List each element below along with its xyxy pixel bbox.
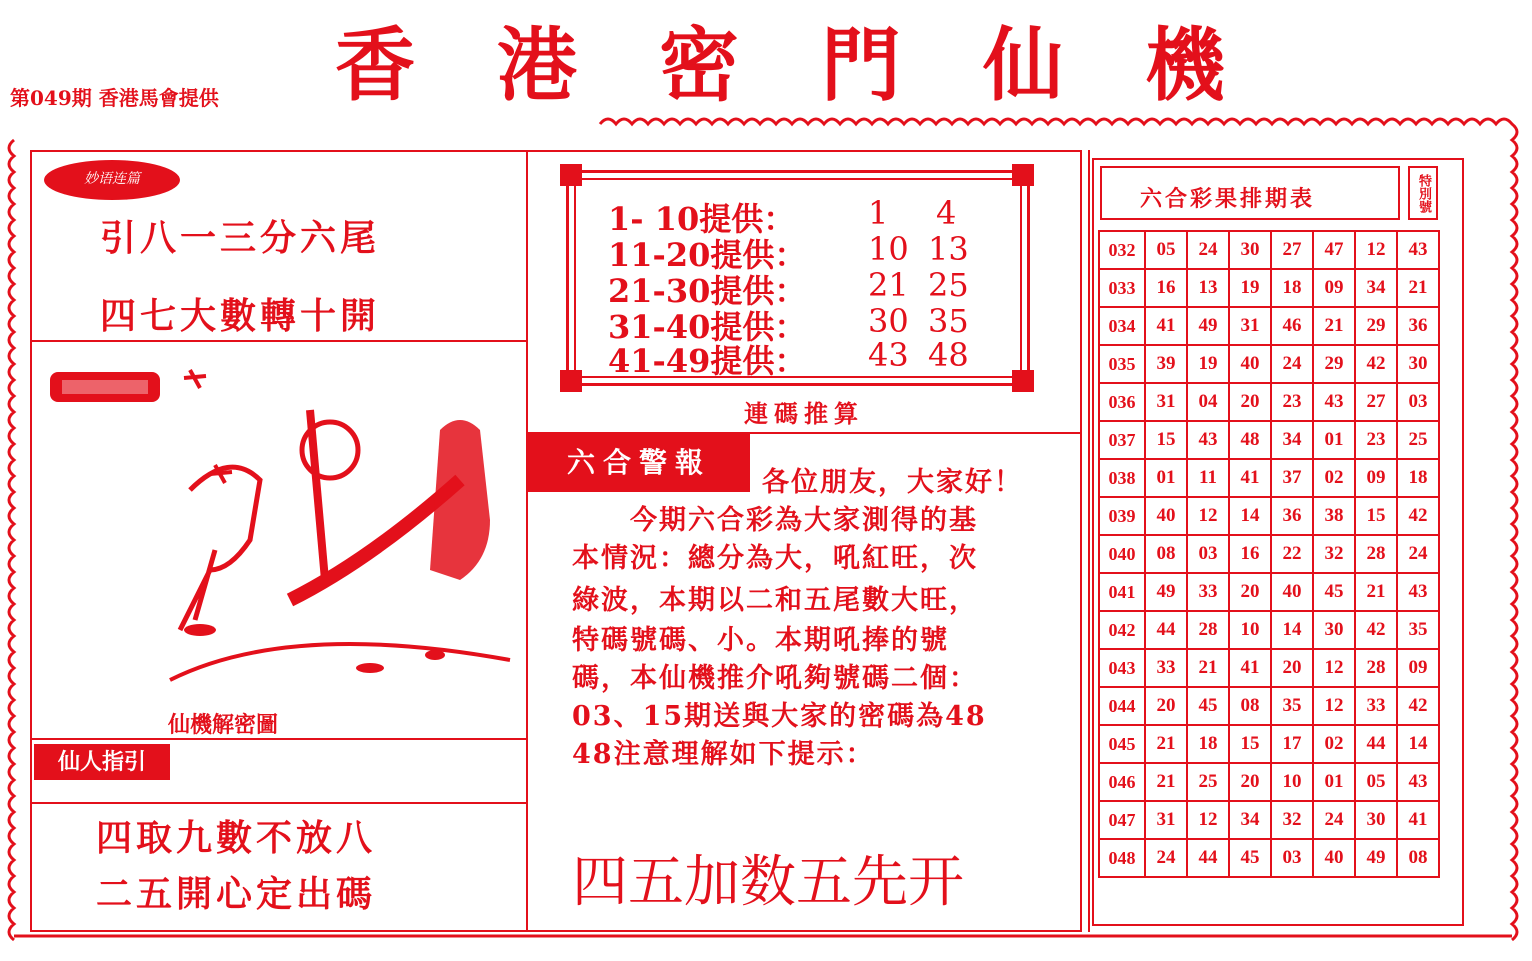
number-cell: 30 [1229,231,1271,269]
stone-icon [184,624,216,636]
number-cell: 10 [1271,763,1313,801]
table-row [1099,535,1439,573]
number-cell: 34 [1271,421,1313,459]
number-cell: 28 [1187,611,1229,649]
number-cell: 40 [1271,573,1313,611]
staff-icon [310,410,325,580]
issue-cell: 036 [1099,383,1145,421]
number-cell: 43 [1313,383,1355,421]
number-cell: 12 [1187,497,1229,535]
number-cell: 02 [1313,725,1355,763]
table-row [1099,421,1439,459]
number-cell: 29 [1313,345,1355,383]
special-header: 特別號 [1408,166,1438,220]
issue-cell: 038 [1099,459,1145,497]
divider [32,802,526,804]
number-cell: 18 [1397,459,1439,497]
number-cell: 23 [1271,383,1313,421]
verse-line: 四七大數轉十開 [100,295,381,337]
number-cell: 16 [1229,535,1271,573]
number-cell: 03 [1187,535,1229,573]
verse-line: 引八一三分六尾 [100,217,381,259]
issue-cell: 039 [1099,497,1145,535]
number-cell: 16 [1145,269,1187,307]
number-cell: 04 [1187,383,1229,421]
provider-number: 4 [936,194,957,232]
provider-number: 43 [868,336,909,374]
number-cell: 08 [1397,839,1439,877]
number-cell: 21 [1145,725,1187,763]
number-cell: 19 [1187,345,1229,383]
number-cell: 21 [1397,269,1439,307]
number-cell: 09 [1313,269,1355,307]
main-title [300,20,1260,110]
table-row [1099,307,1439,345]
number-cell: 44 [1145,611,1187,649]
number-cell: 44 [1355,725,1397,763]
immortal-figure-icon [430,420,490,580]
badge-text: 妙语连篇 [84,171,140,187]
number-cell: 30 [1313,611,1355,649]
number-cell: 36 [1397,307,1439,345]
divider [526,150,528,932]
table-row [1099,725,1439,763]
provider-number: 30 [868,302,909,340]
number-cell: 36 [1271,497,1313,535]
stone-icon [356,663,384,673]
number-cell: 12 [1187,801,1229,839]
number-cell: 40 [1145,497,1187,535]
number-cell: 31 [1229,307,1271,345]
number-cell: 45 [1229,839,1271,877]
number-cell: 31 [1145,383,1187,421]
number-cell: 14 [1271,611,1313,649]
issue-cell: 035 [1099,345,1145,383]
number-cell: 24 [1397,535,1439,573]
number-cell: 41 [1145,307,1187,345]
table-row [1099,839,1439,877]
table-row [1099,611,1439,649]
number-cell: 21 [1145,763,1187,801]
number-cell: 30 [1397,345,1439,383]
deer-icon [180,467,260,630]
greeting: 各位朋友，大家好！ [762,467,1023,498]
hint-text: 四五加数五先开 [572,852,964,914]
number-cell: 39 [1145,345,1187,383]
number-cell: 41 [1397,801,1439,839]
alert-label: 六合警報 [528,434,750,492]
number-cell: 45 [1187,687,1229,725]
results-table [1098,230,1440,878]
number-cell: 33 [1187,573,1229,611]
number-cell: 30 [1355,801,1397,839]
number-cell: 24 [1145,839,1187,877]
title-char: 密 [659,18,739,112]
number-cell: 05 [1145,231,1187,269]
number-cell: 34 [1229,801,1271,839]
corner-icon [560,164,582,186]
number-cell: 18 [1187,725,1229,763]
number-cell: 01 [1313,421,1355,459]
number-cell: 21 [1187,649,1229,687]
number-cell: 20 [1229,573,1271,611]
number-cell: 13 [1187,269,1229,307]
provider-number: 1 [868,194,889,232]
number-cell: 03 [1397,383,1439,421]
number-cell: 08 [1229,687,1271,725]
issue-cell: 045 [1099,725,1145,763]
number-cell: 12 [1313,649,1355,687]
number-cell: 43 [1187,421,1229,459]
table-row [1099,459,1439,497]
number-cell: 35 [1271,687,1313,725]
number-cell: 18 [1271,269,1313,307]
number-cell: 49 [1355,839,1397,877]
number-cell: 24 [1271,345,1313,383]
number-cell: 29 [1355,307,1397,345]
number-cell: 17 [1271,725,1313,763]
number-cell: 20 [1145,687,1187,725]
number-cell: 41 [1229,459,1271,497]
number-cell: 01 [1145,459,1187,497]
number-cell: 34 [1355,269,1397,307]
issue-cell: 044 [1099,687,1145,725]
provider-number: 10 [868,230,909,268]
number-cell: 48 [1229,421,1271,459]
number-cell: 24 [1187,231,1229,269]
issue-number: 第049期 [10,86,92,110]
issue-cell: 042 [1099,611,1145,649]
table-row [1099,269,1439,307]
table-row [1099,801,1439,839]
number-cell: 10 [1229,611,1271,649]
paragraph-line: 綠波，本期以二和五尾數大旺， [572,585,978,616]
divider [32,340,526,342]
number-cell: 28 [1355,649,1397,687]
number-cell: 24 [1313,801,1355,839]
number-cell: 20 [1229,383,1271,421]
paragraph-line: 本情況：總分為大，吼紅旺，次 [572,543,978,574]
dragonfly-icon [184,370,206,388]
picture-caption: 仙機解密圖 [168,712,279,738]
provider-range: 21-30提供： [608,272,807,310]
corner-icon [1012,370,1034,392]
number-cell: 08 [1145,535,1187,573]
issue-cell: 043 [1099,649,1145,687]
number-cell: 19 [1229,269,1271,307]
divider [1088,150,1090,932]
table-row [1099,383,1439,421]
number-cell: 09 [1355,459,1397,497]
number-cell: 35 [1397,611,1439,649]
table-title: 六合彩果排期表 [1140,186,1316,212]
number-cell: 41 [1229,649,1271,687]
provider-number: 25 [928,266,969,304]
provider-number: 21 [868,266,909,304]
provider-range: 41-49提供： [608,342,807,380]
number-cell: 12 [1313,687,1355,725]
number-cell: 32 [1313,535,1355,573]
table-row [1099,649,1439,687]
table-row [1099,231,1439,269]
number-cell: 14 [1229,497,1271,535]
number-cell: 12 [1355,231,1397,269]
number-cell: 33 [1145,649,1187,687]
divider [32,738,526,740]
provider-text: 香港馬會提供 [98,86,219,110]
paragraph-line: 碼，本仙機推介吼夠號碼二個： [572,663,978,694]
provider-range: 1- 10提供： [608,200,796,238]
number-cell: 43 [1397,231,1439,269]
table-row [1099,763,1439,801]
table-row [1099,573,1439,611]
number-cell: 22 [1271,535,1313,573]
provider-number: 13 [928,230,969,268]
number-cell: 11 [1187,459,1229,497]
number-cell: 15 [1355,497,1397,535]
guide-line: 二五開心定出碼 [96,873,377,915]
number-cell: 05 [1355,763,1397,801]
number-cell: 45 [1313,573,1355,611]
number-cell: 32 [1271,801,1313,839]
issue-cell: 032 [1099,231,1145,269]
stone-icon [425,650,445,660]
number-cell: 42 [1355,611,1397,649]
title-char: 仙 [983,18,1063,112]
number-cell: 40 [1313,839,1355,877]
corner-icon [560,370,582,392]
title-char: 香 [335,18,415,112]
ground-line [170,644,510,680]
number-cell: 42 [1355,345,1397,383]
number-cell: 01 [1313,763,1355,801]
number-cell: 25 [1397,421,1439,459]
table-row [1099,345,1439,383]
guide-line: 四取九數不放八 [96,817,377,859]
guide-label: 仙人指引 [34,744,170,780]
paragraph-line: 03、15期送與大家的密碼為48 [572,701,987,732]
paragraph-line: 特碼號碼、小。本期吼捧的號 [572,625,949,656]
number-cell: 28 [1355,535,1397,573]
number-cell: 46 [1271,307,1313,345]
number-cell: 40 [1229,345,1271,383]
provider-range: 11-20提供： [608,236,807,274]
issue-line [10,82,219,111]
number-cell: 03 [1271,839,1313,877]
number-cell: 23 [1355,421,1397,459]
number-cell: 27 [1271,231,1313,269]
number-cell: 25 [1187,763,1229,801]
title-char: 機 [1145,18,1225,112]
provider-number: 48 [928,336,969,374]
issue-cell: 048 [1099,839,1145,877]
provider-range: 31-40提供： [608,308,807,346]
issue-cell: 037 [1099,421,1145,459]
number-cell: 38 [1313,497,1355,535]
table-row [1099,497,1439,535]
number-cell: 21 [1355,573,1397,611]
paragraph-line: 今期六合彩為大家測得的基 [630,505,978,536]
title-char: 港 [497,18,577,112]
calc-label: 連碼推算 [744,399,864,428]
divider [1080,150,1082,932]
issue-cell: 033 [1099,269,1145,307]
issue-cell: 040 [1099,535,1145,573]
number-cell: 49 [1145,573,1187,611]
issue-cell: 041 [1099,573,1145,611]
number-cell: 15 [1145,421,1187,459]
number-cell: 43 [1397,763,1439,801]
number-cell: 20 [1229,763,1271,801]
number-cell: 20 [1271,649,1313,687]
number-cell: 09 [1397,649,1439,687]
number-cell: 31 [1145,801,1187,839]
issue-cell: 047 [1099,801,1145,839]
number-cell: 14 [1397,725,1439,763]
table-row [1099,687,1439,725]
corner-icon [1012,164,1034,186]
number-cell: 49 [1187,307,1229,345]
issue-cell: 034 [1099,307,1145,345]
number-cell: 33 [1355,687,1397,725]
number-cell: 37 [1271,459,1313,497]
provider-number: 35 [928,302,969,340]
illustration [40,350,520,695]
number-cell: 43 [1397,573,1439,611]
paragraph-line: 48注意理解如下提示： [572,739,875,770]
title-char: 門 [821,18,901,112]
number-cell: 15 [1229,725,1271,763]
number-cell: 42 [1397,687,1439,725]
number-cell: 27 [1355,383,1397,421]
number-cell: 21 [1313,307,1355,345]
number-cell: 02 [1313,459,1355,497]
issue-cell: 046 [1099,763,1145,801]
number-cell: 47 [1313,231,1355,269]
number-cell: 44 [1187,839,1229,877]
number-cell: 42 [1397,497,1439,535]
